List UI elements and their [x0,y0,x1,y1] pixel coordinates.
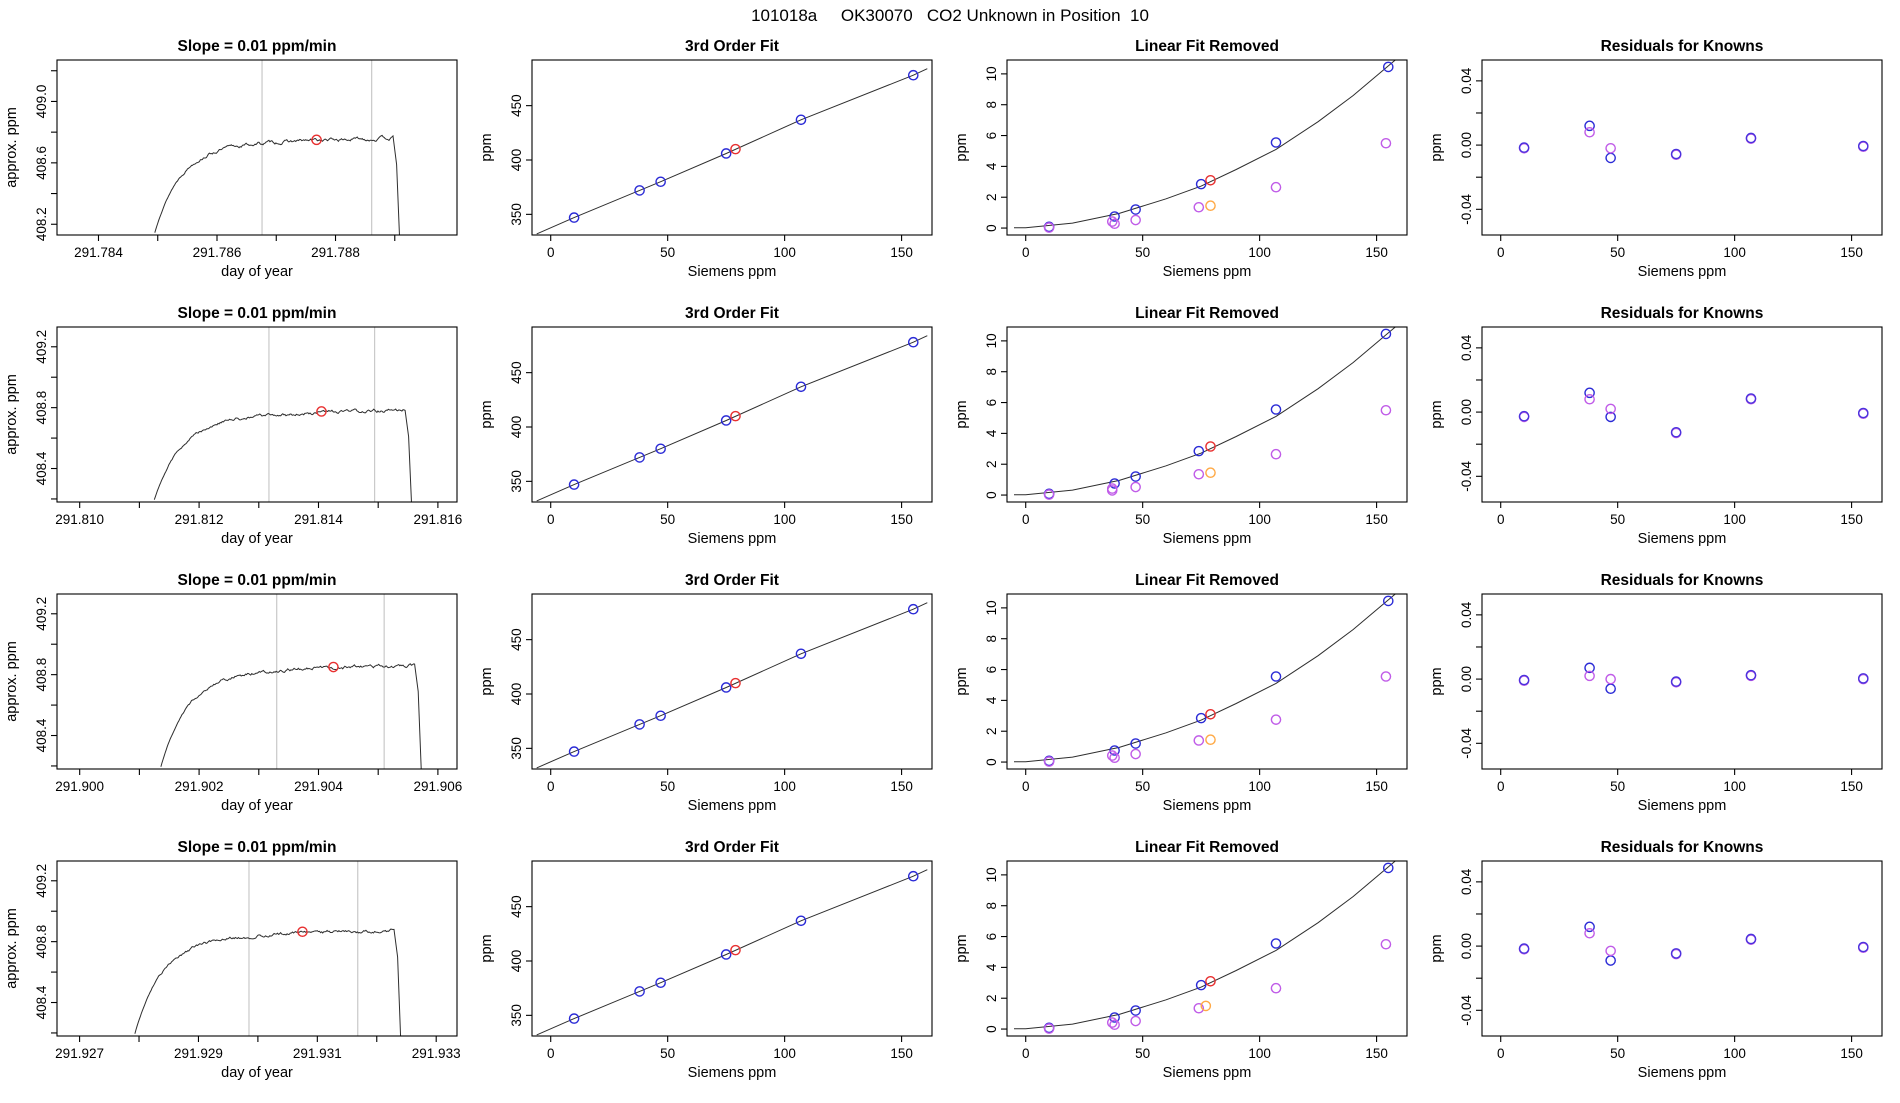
x-tick-label: 50 [1610,779,1626,794]
axes [984,333,1388,527]
points-orange [1206,468,1215,477]
x-tick-label: 150 [890,512,913,527]
plot-title: 3rd Order Fit [685,839,779,856]
axes [984,600,1388,794]
x-tick-label: 150 [1365,512,1388,527]
plot-r4c1-slope-0-01-ppm-min [0,831,475,1098]
plot-r2c3-linear-fit-removed [950,297,1425,564]
series-layer [1520,922,1868,965]
axes [34,597,462,794]
chart-linear-fit-removed [950,564,1425,831]
x-tick-label: 291.814 [294,512,343,527]
x-tick-label: 100 [773,512,796,527]
y-tick-label: 0.00 [1459,932,1474,960]
y-tick-label: 350 [509,737,524,760]
y-tick-label: 450 [509,628,524,651]
points-blue [1045,596,1393,765]
y-tick-label: 409.2 [34,329,49,364]
x-axis-label: Siemens ppm [687,264,777,280]
series-layer [1520,121,1868,162]
x-tick-label: 50 [660,245,676,260]
plot-box [1482,594,1882,769]
y-tick-label: 400 [509,415,524,439]
axes [34,330,462,527]
x-tick-label: 291.810 [55,512,105,527]
y-tick-label: 4 [984,963,999,972]
points-orange [1206,201,1215,210]
x-axis-label: Siemens ppm [687,531,777,547]
y-tick-label: 6 [984,665,999,674]
plot-title: 3rd Order Fit [685,305,779,322]
y-tick-label: 350 [509,1004,524,1027]
chart-linear-fit-removed [950,30,1425,297]
x-tick-label: 100 [1248,779,1271,794]
plot-r3c4-residuals-for-knowns [1425,564,1900,831]
plot-r1c2-3rd-order-fit [475,30,950,297]
y-tick-label: 450 [509,895,524,918]
x-tick-label: 150 [1840,512,1863,527]
y-tick-label: 0.04 [1459,868,1474,896]
x-tick-label: 0 [1021,512,1030,527]
axes [1459,67,1863,260]
x-tick-label: 100 [1723,1046,1746,1061]
chart-residuals-for-knowns [1425,831,1900,1098]
axes [34,71,395,260]
x-tick-label: 50 [1610,245,1626,260]
plot-title: Residuals for Knowns [1600,305,1764,322]
y-tick-label: 2 [984,460,999,468]
plot-title: Slope = 0.01 ppm/min [177,305,337,322]
y-tick-label: 409.2 [34,863,49,898]
x-tick-label: 50 [660,512,676,527]
plot-box [57,594,457,769]
x-tick-label: 50 [660,779,676,794]
y-tick-label: -0.04 [1459,193,1474,225]
y-axis-label: ppm [954,400,970,429]
chart-3rd-order-fit [475,564,950,831]
fit-curve [1014,861,1395,1029]
y-axis-label: ppm [479,667,495,696]
x-tick-label: 100 [1248,512,1271,527]
plot-title: Linear Fit Removed [1135,305,1279,322]
reference-vlines [249,861,358,1036]
page-title: 101018a OK30070 CO2 Unknown in Position 10 [751,6,1149,25]
x-tick-label: 291.900 [55,779,105,794]
y-tick-label: 2 [984,193,999,201]
series-layer [537,870,928,1035]
series-layer [537,603,928,768]
points-orange [1206,735,1215,744]
y-axis-label: ppm [1429,934,1445,963]
y-tick-label: 2 [984,994,999,1002]
x-tick-label: 291.906 [413,779,463,794]
fit-curve [1014,594,1395,762]
y-tick-label: 400 [509,949,524,973]
axes [1459,601,1863,794]
chart-linear-fit-removed [950,297,1425,564]
x-tick-label: 291.902 [174,779,224,794]
series-layer [537,69,928,234]
series-layer [1014,60,1395,232]
x-tick-label: 291.786 [192,245,242,260]
y-tick-label: 0.00 [1459,665,1474,693]
y-axis-label: approx. ppm [4,641,20,722]
y-tick-label: -0.04 [1459,727,1474,759]
y-axis-label: ppm [1429,400,1445,429]
points-overlap [1520,394,1868,438]
x-tick-label: 100 [773,779,796,794]
points-overlap [1520,934,1868,958]
x-tick-label: 0 [546,512,555,527]
plot-r2c4-residuals-for-knowns [1425,297,1900,564]
points-blue [1045,62,1393,231]
x-tick-label: 100 [1723,779,1746,794]
x-tick-label: 291.927 [55,1046,104,1061]
plot-box [532,60,932,235]
x-axis-label: Siemens ppm [1637,264,1727,280]
y-tick-label: 10 [984,66,999,82]
plot-r3c3-linear-fit-removed [950,564,1425,831]
chart-3rd-order-fit [475,831,950,1098]
points-blue [1045,863,1393,1032]
x-tick-label: 291.929 [174,1046,223,1061]
y-tick-label: 6 [984,398,999,407]
x-axis-label: day of year [221,531,293,547]
x-tick-label: 291.816 [413,512,463,527]
series-layer [1520,388,1868,437]
x-tick-label: 50 [1610,512,1626,527]
y-axis-label: ppm [954,934,970,963]
plot-box [1482,327,1882,502]
x-tick-label: 150 [1840,779,1863,794]
plot-title: Residuals for Knowns [1600,38,1764,55]
plot-r3c2-3rd-order-fit [475,564,950,831]
x-tick-label: 150 [890,1046,913,1061]
x-tick-label: 50 [1135,1046,1151,1061]
y-tick-label: 408.6 [34,145,49,180]
plot-title: Slope = 0.01 ppm/min [177,38,337,55]
y-tick-label: 408.8 [34,657,49,692]
plot-r3c1-slope-0-01-ppm-min [0,564,475,831]
points-overlap [1520,133,1868,159]
y-axis-label: approx. ppm [4,107,20,188]
y-axis-label: ppm [954,133,970,162]
x-tick-label: 100 [1248,245,1271,260]
x-axis-label: day of year [221,798,293,814]
series-layer [1014,327,1395,499]
plot-grid [0,30,1900,1098]
y-tick-label: 400 [509,682,524,706]
x-tick-label: 50 [1135,512,1151,527]
plot-r2c2-3rd-order-fit [475,297,950,564]
y-tick-label: 4 [984,162,999,171]
x-tick-label: 291.904 [294,779,343,794]
y-tick-label: 450 [509,94,524,117]
y-tick-label: 8 [984,901,999,910]
y-tick-label: 0 [984,758,999,766]
x-tick-label: 100 [1723,245,1746,260]
points-blue [1045,329,1391,498]
y-tick-label: 408.4 [34,451,49,486]
x-tick-label: 50 [1610,1046,1626,1061]
x-tick-label: 291.788 [311,245,360,260]
x-tick-label: 150 [890,779,913,794]
plot-r2c1-slope-0-01-ppm-min [0,297,475,564]
y-tick-label: 8 [984,367,999,376]
chart-3rd-order-fit [475,297,950,564]
fit-curve [1014,60,1395,228]
y-axis-label: ppm [1429,667,1445,696]
chart-linear-fit-removed [950,831,1425,1098]
y-tick-label: 4 [984,696,999,705]
x-tick-label: 150 [1840,1046,1863,1061]
plot-box [1482,60,1882,235]
points-blue [570,605,918,757]
y-axis-label: ppm [1429,133,1445,162]
y-tick-label: 408.8 [34,924,49,959]
y-tick-label: -0.04 [1459,994,1474,1026]
plot-r1c4-residuals-for-knowns [1425,30,1900,297]
y-tick-label: 4 [984,429,999,438]
series-layer [537,336,928,501]
y-tick-label: 0.04 [1459,601,1474,629]
plot-title: Linear Fit Removed [1135,38,1279,55]
x-tick-label: 0 [546,1046,555,1061]
plot-title: Linear Fit Removed [1135,572,1279,589]
x-axis-label: Siemens ppm [1162,264,1252,280]
x-tick-label: 0 [1021,1046,1030,1061]
x-tick-label: 0 [1496,779,1505,794]
series-layer [1520,663,1868,693]
x-tick-label: 0 [1021,779,1030,794]
points-violet [1585,929,1615,956]
y-tick-label: 409.2 [34,596,49,631]
y-axis-label: ppm [954,667,970,696]
y-tick-label: 8 [984,100,999,109]
chart-slope-0-01-ppm-min [0,30,475,297]
x-tick-label: 0 [1496,512,1505,527]
plot-r1c1-slope-0-01-ppm-min [0,30,475,297]
y-tick-label: 10 [984,600,999,616]
axes [984,66,1388,260]
y-tick-label: 0.00 [1459,131,1474,159]
x-axis-label: Siemens ppm [1637,798,1727,814]
x-axis-label: Siemens ppm [687,798,777,814]
points-overlap [1520,671,1868,687]
x-tick-label: 0 [1021,245,1030,260]
plot-box [1482,861,1882,1036]
x-tick-label: 100 [773,1046,796,1061]
y-tick-label: 0 [984,1025,999,1033]
plot-r4c4-residuals-for-knowns [1425,831,1900,1098]
y-axis-label: approx. ppm [4,374,20,455]
x-tick-label: 150 [1365,1046,1388,1061]
chart-3rd-order-fit [475,30,950,297]
points-red [1206,442,1215,451]
x-tick-label: 100 [1248,1046,1271,1061]
y-tick-label: 2 [984,727,999,735]
y-tick-label: 408.2 [34,207,49,242]
plot-title: Residuals for Knowns [1600,572,1764,589]
chart-residuals-for-knowns [1425,564,1900,831]
plot-r4c3-linear-fit-removed [950,831,1425,1098]
axes [1459,334,1863,527]
series-layer [1014,594,1395,766]
axes [984,867,1388,1061]
plot-title: Linear Fit Removed [1135,839,1279,856]
y-tick-label: 6 [984,131,999,140]
x-tick-label: 0 [546,245,555,260]
x-tick-label: 291.931 [292,1046,342,1061]
points-blue [570,71,918,223]
x-tick-label: 50 [660,1046,676,1061]
chart-residuals-for-knowns [1425,30,1900,297]
points-red [329,662,338,671]
x-axis-label: Siemens ppm [1162,531,1252,547]
y-tick-label: 0 [984,491,999,499]
y-axis-label: approx. ppm [4,908,20,989]
y-tick-label: 350 [509,203,524,226]
y-tick-label: 400 [509,148,524,172]
plot-box [532,594,932,769]
x-axis-label: Siemens ppm [687,1065,777,1081]
x-tick-label: 291.812 [174,512,224,527]
points-blue [570,338,918,490]
chart-slope-0-01-ppm-min [0,831,475,1098]
chart-residuals-for-knowns [1425,297,1900,564]
x-axis-label: day of year [221,264,293,280]
x-tick-label: 150 [1840,245,1863,260]
y-tick-label: 0.00 [1459,398,1474,426]
x-axis-label: day of year [221,1065,293,1081]
axes [1459,868,1863,1061]
y-tick-label: 409.0 [34,84,49,119]
points-blue [1585,663,1615,693]
chart-slope-0-01-ppm-min [0,297,475,564]
x-tick-label: 291.933 [411,1046,461,1061]
x-tick-label: 0 [1496,1046,1505,1061]
points-violet [1585,128,1615,153]
x-tick-label: 0 [1496,245,1505,260]
plot-title: Slope = 0.01 ppm/min [177,839,337,856]
points-blue [570,872,918,1024]
reference-vlines [277,594,384,769]
y-axis-label: ppm [479,400,495,429]
plot-box [57,60,457,235]
plot-r1c3-linear-fit-removed [950,30,1425,297]
y-tick-label: 0.04 [1459,334,1474,362]
y-tick-label: 10 [984,867,999,883]
x-axis-label: Siemens ppm [1162,1065,1252,1081]
plot-title: 3rd Order Fit [685,572,779,589]
y-tick-label: 408.4 [34,985,49,1020]
plot-box [532,327,932,502]
plot-box [532,861,932,1036]
x-tick-label: 50 [1135,245,1151,260]
x-tick-label: 150 [890,245,913,260]
x-axis-label: Siemens ppm [1637,1065,1727,1081]
y-axis-label: ppm [479,133,495,162]
y-tick-label: 450 [509,361,524,384]
y-axis-label: ppm [479,934,495,963]
y-tick-label: 0.04 [1459,67,1474,95]
x-tick-label: 50 [1135,779,1151,794]
x-tick-label: 100 [773,245,796,260]
y-tick-label: 408.8 [34,390,49,425]
fit-curve [1014,327,1395,495]
chart-slope-0-01-ppm-min [0,564,475,831]
plot-r4c2-3rd-order-fit [475,831,950,1098]
y-tick-label: 6 [984,932,999,941]
axes [34,864,461,1061]
y-tick-label: 10 [984,333,999,349]
plot-title: 3rd Order Fit [685,38,779,55]
x-tick-label: 100 [1723,512,1746,527]
y-tick-label: -0.04 [1459,460,1474,492]
x-tick-label: 0 [546,779,555,794]
x-axis-label: Siemens ppm [1637,531,1727,547]
x-tick-label: 150 [1365,779,1388,794]
plot-title: Slope = 0.01 ppm/min [177,572,337,589]
x-tick-label: 291.784 [74,245,123,260]
x-tick-label: 150 [1365,245,1388,260]
y-tick-label: 408.4 [34,718,49,753]
reference-vlines [262,60,372,235]
y-tick-label: 350 [509,470,524,493]
series-layer [1014,861,1395,1033]
x-axis-label: Siemens ppm [1162,798,1252,814]
plot-title: Residuals for Knowns [1600,839,1764,856]
y-tick-label: 8 [984,634,999,643]
y-tick-label: 0 [984,224,999,232]
